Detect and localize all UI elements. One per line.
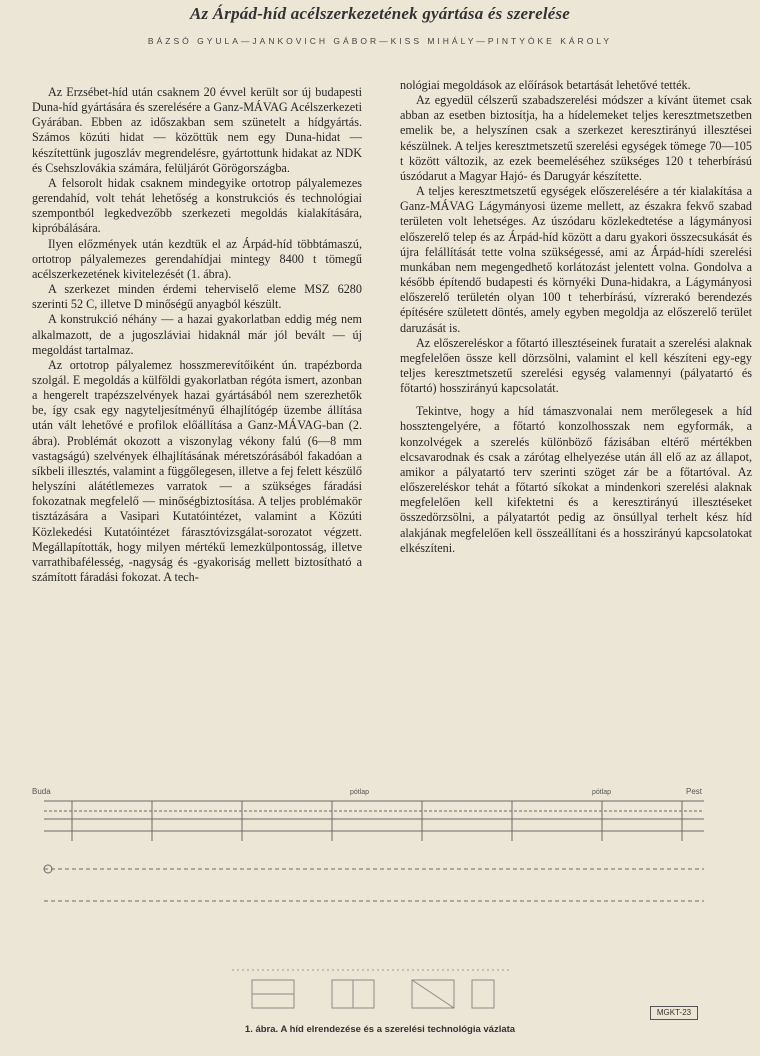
label-potlap-right: pótlap: [592, 789, 612, 796]
right-text-column: [400, 78, 752, 556]
figure-caption: 1. ábra. A híd elrendezése és a szerelési technológia vázlata: [244, 1024, 516, 1035]
paragraph: Az Erzsébet-híd után csaknem 20 évvel került sor új budapesti Duna-híd gyártására és szerelésére a Ganz-MÁVAG Acélszerkezeti Gyárában. Ebben az időszakban sem szünetelt a hídgyártás. Számos közúti hidat — közöttük nem egy Duna-hidat — készítettünk jugoszláv megrendelésre, gyártottunk hidakat az NDK és Csehszlovákia számára, felüljárót Görögországba.: [32, 85, 362, 175]
cross-section-sketches: [252, 980, 494, 1008]
paragraph: A szerkezet minden érdemi teherviselő eleme MSZ 6280 szerinti 52 C, illetve D minőségű anyagból készült.: [32, 282, 362, 312]
paragraph: A konstrukció néhány — a hazai gyakorlatban eddig még nem alkalmazott, de a jugoszláviai hidaknál már jól bevált — új megoldást tartalmaz.: [32, 312, 362, 357]
label-buda: Buda: [32, 787, 51, 796]
paragraph: Az előszereléskor a főtartó illesztéseinek furatait a szerelési alaknak megfelelően össze kell dörzsölni, valamint el kell készíteni egy-egy teljes keresztmetszetű szerelési egység valamennyi (pályatartó és főtartó) hosszirányú kapcsolatát.: [400, 335, 752, 396]
paragraph: Az egyedül célszerű szabadszerelési módszer a kívánt ütemet csak abban az esetben biztosítja, ha a hídelemeket teljes keresztmetszetben emelik be, a helyszínen csak a szerkezet keresztirányú illesztései készülnek. A teljes keresztmetszetű szerelési egységek tömege 70—105 t között változik, az ezek beemeléséhez szükséges 120 t teherbírású úszódarut a Magyar Hajó- és Darugyár készítette.: [400, 93, 752, 183]
article-title: Az Árpád-híd acélszerkezetének gyártása és szerelése: [189, 4, 571, 23]
paragraph: Az ortotrop pályalemez hosszmerevítőiként ún. trapézborda szolgál. E megoldás a külföldi gyakorlatban régóta ismert, azonban a hengerelt trapézszelvények hazai gyártásából nem szerezhetők be, így csak egy nagyteljesítményű élhajlítógép üzembe állítása után vált lehetővé e profilok előállítása a Ganz-MÁVAG-ban (2. ábra). Problémát okozott a viszonylag vékony falú (6—8 mm vastagságú) szelvények élhajlításának méretszórásából fakadóan a síkbeli illesztés, valamint a függőlegesen, illetve a fej felett készülő helyszíni alátétlemezes varratok — a szükséges fáradási fokozatnak megfelelő — minőségbiztosítása. A teljes problémakör tisztázására a Vasipari Kutatóintézet, valamint a Közúti Közlekedési Kutatóintézet fárasztóvizsgálat-sorozatot végzett. Megállapították, hogy milyen mértékű lemezkülpontosság, illetve varrathibafélesség, -nagyság és -gyakoriság mellett biztosítható a számított fáradási fokozat. A tech-: [32, 357, 362, 584]
paragraph: A teljes keresztmetszetű egységek előszerelésére a tér kialakítása a Ganz-MÁVAG Lágymányosi üzeme mellett, az északra fekvő szabad területen volt lehetséges. Az úszódaru közlekedtetése a lágymányosi előszerelő telep és az Árpád-híd között a daru gyakori összecsukását és újra felállítását tette volna szükségessé, ami az Árpád-hídi szerelési munkában nem megengedhető korlátozást jelentett volna. Gondolva a később építendő budapesti és környéki Duna-hidakra, a Lágymányosi előszerelő területén olyan 100 t teherbírású, vízrerakó berendezés építésére született döntés, amely egyben megoldja az előszerelő terület daruzását is.: [400, 184, 752, 335]
label-potlap-left: pótlap: [350, 789, 370, 796]
figure-code-badge: MGKT-23: [650, 1006, 698, 1020]
bridge-piers: [72, 801, 682, 841]
article-authors: BÁZSÓ GYULA—JANKOVICH GÁBOR—KISS MIHÁLY—PINTYÓKE KÁROLY: [147, 36, 613, 46]
label-pest: Pest: [686, 787, 703, 796]
paragraph: nológiai megoldások az előírások betartását lehetővé tették.: [400, 78, 691, 92]
paragraph: A felsorolt hidak csaknem mindegyike ortotrop pályalemezes gerendahíd, volt tehát lehetőség a konstrukciós és technológiai szempontból legkedvezőbb szerkezeti megoldás kialakítására, kipróbálására.: [32, 175, 362, 236]
paragraph: Tekintve, hogy a híd támaszvonalai nem merőlegesek a híd hossztengelyére, a főtartó konzolhosszak nem egyformák, a konzolvégek a szerelés különböző fázisában eltérő mértékben elcsavarodnak és csak a zárótag elhelyezése után áll elő az az állapot, amikor a pályatartó terv szerinti szöget zár be a főtartóval. Az előszereléskor tehát a főtartó síkokat a mindenkori szerelési alaknak megfelelően kell kifektetni és a keresztirányú illesztéseket összedörzsölni, a pályatartót pedig az önsúllyal terhelt kész híd alakjának megfelelően kell összeállítani és a hosszirányú kapcsolatokat elkészíteni.: [400, 404, 752, 555]
paragraph: Ilyen előzmények után kezdtük el az Árpád-híd többtámaszú, ortotrop pályalemezes gerendahídjai mintegy 8400 t tömegű acélszerkezetének kivitelezését (1. ábra).: [32, 236, 362, 281]
bridge-layout-figure: [32, 770, 722, 1050]
left-text-column: [32, 85, 362, 585]
